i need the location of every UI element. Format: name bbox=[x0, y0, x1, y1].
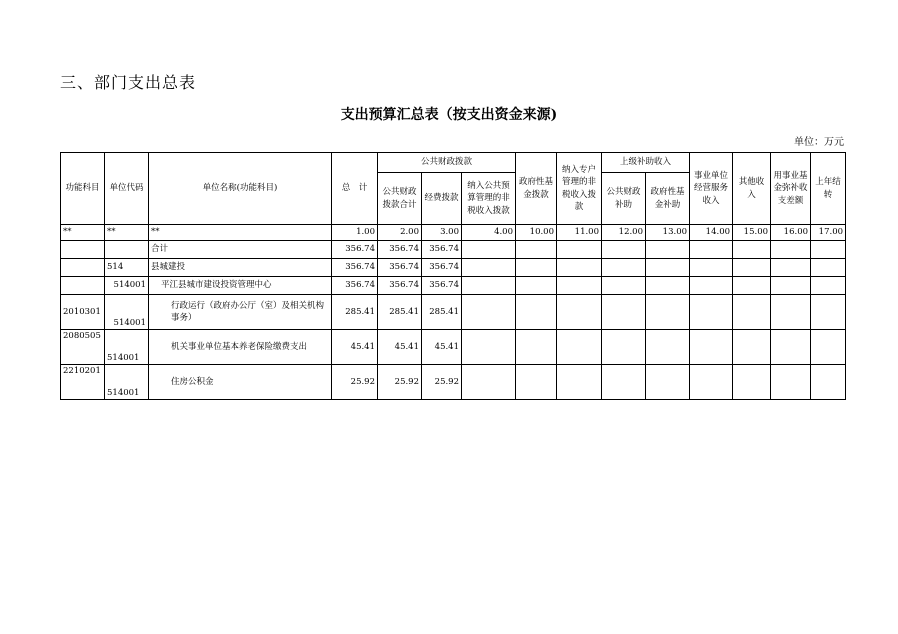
header-pf-total: 公共财政拨款合计 bbox=[378, 173, 422, 225]
index-func-code: ** bbox=[61, 225, 105, 241]
pf-fee-cell: 356.74 bbox=[422, 259, 462, 277]
unit-code-cell: 514001 bbox=[105, 277, 149, 295]
total-cell: 45.41 bbox=[332, 330, 378, 365]
pf-total-cell: 356.74 bbox=[378, 241, 422, 259]
empty-cell bbox=[733, 330, 771, 365]
index-cell: 2.00 bbox=[378, 225, 422, 241]
header-row-top bbox=[61, 153, 846, 173]
empty-cell bbox=[733, 365, 771, 400]
empty-cell bbox=[811, 277, 846, 295]
index-cell: 1.00 bbox=[332, 225, 378, 241]
empty-cell bbox=[557, 277, 602, 295]
empty-cell bbox=[771, 259, 811, 277]
header-sub-public: 公共财政补助 bbox=[602, 173, 646, 225]
empty-cell bbox=[733, 295, 771, 330]
pf-fee-cell: 356.74 bbox=[422, 277, 462, 295]
empty-cell bbox=[771, 365, 811, 400]
empty-cell bbox=[516, 277, 557, 295]
index-cell: 4.00 bbox=[462, 225, 516, 241]
pf-fee-cell: 45.41 bbox=[422, 330, 462, 365]
index-unit-code: ** bbox=[105, 225, 149, 241]
index-cell: 17.00 bbox=[811, 225, 846, 241]
empty-cell bbox=[462, 241, 516, 259]
empty-cell bbox=[733, 277, 771, 295]
table-row bbox=[61, 277, 846, 295]
empty-cell bbox=[811, 330, 846, 365]
empty-cell bbox=[516, 259, 557, 277]
pf-total-cell: 45.41 bbox=[378, 330, 422, 365]
total-cell: 25.92 bbox=[332, 365, 378, 400]
header-fund-deficit: 用事业基金弥补收支差额 bbox=[771, 153, 811, 225]
func-code-cell: 2080505 bbox=[61, 330, 105, 365]
empty-cell bbox=[811, 259, 846, 277]
header-func-code: 功能科目 bbox=[61, 153, 105, 225]
empty-cell bbox=[646, 365, 690, 400]
unit-code-cell bbox=[105, 241, 149, 259]
index-row bbox=[61, 225, 846, 241]
func-code-cell bbox=[61, 259, 105, 277]
header-other-income: 其他收入 bbox=[733, 153, 771, 225]
header-unit-code: 单位代码 bbox=[105, 153, 149, 225]
empty-cell bbox=[646, 241, 690, 259]
empty-cell bbox=[516, 365, 557, 400]
empty-cell bbox=[516, 241, 557, 259]
func-code-cell: 2010301 bbox=[61, 295, 105, 330]
header-superior-subsidy: 上级补助收入 bbox=[602, 153, 690, 173]
empty-cell bbox=[557, 330, 602, 365]
empty-cell bbox=[690, 277, 733, 295]
empty-cell bbox=[811, 295, 846, 330]
func-code-cell bbox=[61, 241, 105, 259]
header-institution-income: 事业单位经营服务收入 bbox=[690, 153, 733, 225]
pf-total-cell: 356.74 bbox=[378, 277, 422, 295]
empty-cell bbox=[733, 241, 771, 259]
empty-cell bbox=[516, 295, 557, 330]
header-pf-nontax: 纳入公共预算管理的非税收入拨款 bbox=[462, 173, 516, 225]
unit-name-cell: 平江县城市建设投资管理中心 bbox=[149, 277, 332, 295]
index-cell: 16.00 bbox=[771, 225, 811, 241]
index-cell: 13.00 bbox=[646, 225, 690, 241]
unit-code-cell: 514001 bbox=[105, 330, 149, 365]
header-carryover: 上年结转 bbox=[811, 153, 846, 225]
empty-cell bbox=[690, 295, 733, 330]
section-title: 三、部门支出总表 bbox=[60, 73, 197, 92]
unit-code-cell: 514001 bbox=[105, 295, 149, 330]
index-cell: 3.00 bbox=[422, 225, 462, 241]
empty-cell bbox=[733, 259, 771, 277]
empty-cell bbox=[557, 241, 602, 259]
header-public-finance: 公共财政拨款 bbox=[378, 153, 516, 173]
empty-cell bbox=[462, 330, 516, 365]
empty-cell bbox=[602, 330, 646, 365]
pf-fee-cell: 285.41 bbox=[422, 295, 462, 330]
pf-total-cell: 25.92 bbox=[378, 365, 422, 400]
total-cell: 356.74 bbox=[332, 277, 378, 295]
empty-cell bbox=[646, 277, 690, 295]
empty-cell bbox=[602, 241, 646, 259]
unit-name-cell: 合计 bbox=[149, 241, 332, 259]
unit-name-cell: 住房公积金 bbox=[149, 365, 332, 400]
unit-name-cell: 机关事业单位基本养老保险缴费支出 bbox=[149, 330, 332, 365]
unit-code-cell: 514001 bbox=[105, 365, 149, 400]
empty-cell bbox=[462, 259, 516, 277]
pf-total-cell: 356.74 bbox=[378, 259, 422, 277]
empty-cell bbox=[462, 295, 516, 330]
empty-cell bbox=[771, 277, 811, 295]
empty-cell bbox=[602, 277, 646, 295]
empty-cell bbox=[557, 365, 602, 400]
header-unit-name: 单位名称(功能科目) bbox=[149, 153, 332, 225]
unit-name-cell: 行政运行（政府办公厅（室）及相关机构事务） bbox=[149, 295, 332, 330]
header-pf-fee: 经费拨款 bbox=[422, 173, 462, 225]
empty-cell bbox=[811, 241, 846, 259]
table-row bbox=[61, 259, 846, 277]
empty-cell bbox=[557, 295, 602, 330]
table-row bbox=[61, 365, 846, 400]
empty-cell bbox=[646, 259, 690, 277]
index-unit-name: ** bbox=[149, 225, 332, 241]
empty-cell bbox=[557, 259, 602, 277]
total-cell: 285.41 bbox=[332, 295, 378, 330]
empty-cell bbox=[690, 365, 733, 400]
empty-cell bbox=[646, 295, 690, 330]
empty-cell bbox=[516, 330, 557, 365]
empty-cell bbox=[690, 330, 733, 365]
empty-cell bbox=[462, 365, 516, 400]
budget-table bbox=[60, 152, 846, 400]
table-row bbox=[61, 330, 846, 365]
pf-fee-cell: 356.74 bbox=[422, 241, 462, 259]
document-title: 支出预算汇总表（按支出资金来源) bbox=[340, 107, 558, 123]
empty-cell bbox=[646, 330, 690, 365]
table-row bbox=[61, 241, 846, 259]
func-code-cell bbox=[61, 277, 105, 295]
empty-cell bbox=[771, 295, 811, 330]
index-cell: 14.00 bbox=[690, 225, 733, 241]
pf-total-cell: 285.41 bbox=[378, 295, 422, 330]
total-cell: 356.74 bbox=[332, 259, 378, 277]
table-row bbox=[61, 295, 846, 330]
header-special-nontax: 纳入专户管理的非税收入拨款 bbox=[557, 153, 602, 225]
index-cell: 15.00 bbox=[733, 225, 771, 241]
index-cell: 10.00 bbox=[516, 225, 557, 241]
unit-label: 单位：万元 bbox=[794, 137, 844, 148]
empty-cell bbox=[602, 365, 646, 400]
empty-cell bbox=[602, 295, 646, 330]
total-cell: 356.74 bbox=[332, 241, 378, 259]
empty-cell bbox=[771, 241, 811, 259]
empty-cell bbox=[771, 330, 811, 365]
unit-code-cell: 514 bbox=[105, 259, 149, 277]
empty-cell bbox=[602, 259, 646, 277]
empty-cell bbox=[690, 241, 733, 259]
index-cell: 11.00 bbox=[557, 225, 602, 241]
empty-cell bbox=[811, 365, 846, 400]
header-sub-gov-fund: 政府性基金补助 bbox=[646, 173, 690, 225]
empty-cell bbox=[690, 259, 733, 277]
index-cell: 12.00 bbox=[602, 225, 646, 241]
header-gov-fund: 政府性基金拨款 bbox=[516, 153, 557, 225]
unit-name-cell: 县城建投 bbox=[149, 259, 332, 277]
header-total: 总 计 bbox=[332, 153, 378, 225]
pf-fee-cell: 25.92 bbox=[422, 365, 462, 400]
func-code-cell: 2210201 bbox=[61, 365, 105, 400]
empty-cell bbox=[462, 277, 516, 295]
